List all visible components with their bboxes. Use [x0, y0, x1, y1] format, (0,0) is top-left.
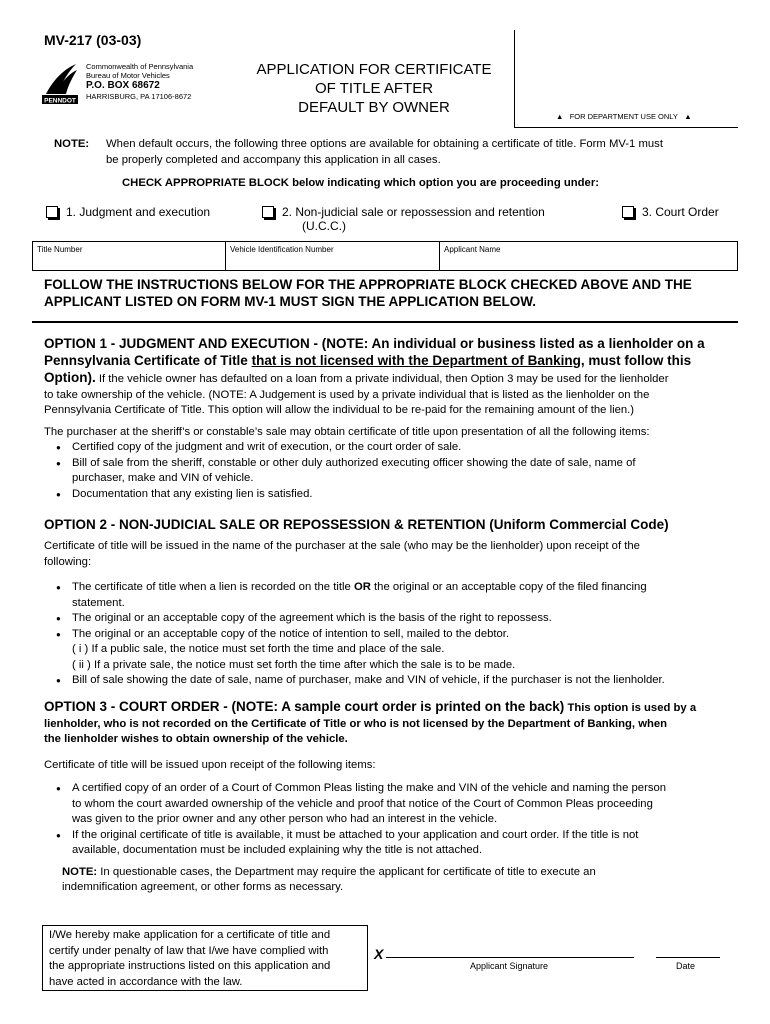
option2-checkbox[interactable]: 2. Non-judicial sale or repossession and retention (U.C.C.) — [262, 204, 545, 233]
vehicle-info-table — [32, 241, 738, 271]
list-item: ● A certified copy of an order of a Court of Common Pleas listing the make and VIN of the vehicle and naming the person to whom the court awarded ownership of the vehicle and proof that notice of the Court of Common Pleas proceeding was given to the prior owner and any other person who had an interest in the vehicle. — [44, 781, 740, 828]
list-item: ● Bill of sale from the sheriff, constable or other duly authorized executing officer showing the date of sale, name of purchaser, make and VIN of vehicle. — [44, 456, 740, 487]
agency-line2: Bureau of Motor Vehicles — [86, 71, 170, 80]
list-item: ● The original or an acceptable copy of the notice of intention to sell, mailed to the debtor. — [44, 627, 740, 643]
certification-box: I/We hereby make application for a certificate of title and certify under penalty of law that I/we have complied with the appropriate instructions listed on this application and have acted in accordance with the law. — [42, 925, 368, 991]
po-box: P.O. BOX 68672 — [86, 80, 160, 91]
title-line2: OF TITLE AFTER — [314, 80, 434, 97]
checkbox-icon[interactable] — [622, 206, 634, 218]
applicant-name-field[interactable]: Applicant Name — [439, 242, 737, 270]
option3-section: OPTION 3 - COURT ORDER - (NOTE: A sample court order is printed on the back) This option is used by a lienholder, who is not recorded on the Certificate of Title or who is not licensed by the Department of Banking, when the lienholder wishes to obtain ownership of the vehicle. Certificate of title will be issued upon receipt of the following items: ● A certified copy of an order of a Court of Common Pleas listing the make and VIN of the vehicle and naming the person to whom the court awarded ownership of the vehicle and proof that notice of the Court of Common Pleas proceeding was given to the prior owner and any other person who had an interest in the vehicle. ● If the original certificate of title is available, it must be attached to your application and court order. If the title is not available, documentation must be included explaining why the title is not attached. NOTE: In questionable cases, the Department may require the applicant for certificate of title to execute an indemnification agreement, or other forms as necessary. — [44, 698, 740, 896]
signature-x-mark: X — [374, 946, 384, 962]
title-number-field[interactable]: Title Number — [37, 245, 83, 254]
option3-note: NOTE: In questionable cases, the Department may require the applicant for certificate of title to execute an indemnification agreement, or other forms as necessary. — [62, 865, 596, 893]
list-item: ● The certificate of title when a lien is recorded on the title OR the original or an acceptable copy of the filed financing statement. — [44, 580, 740, 611]
list-item: ● Documentation that any existing lien is satisfied. — [44, 487, 740, 503]
note-label: NOTE: — [54, 138, 90, 150]
form-id: MV-217 (03-03) — [44, 32, 142, 48]
date-field[interactable] — [656, 957, 720, 958]
option2-section: OPTION 2 - NON-JUDICIAL SALE OR REPOSSESSION & RETENTION (Uniform Commercial Code) Certificate of title will be issued in the name of the purchaser at the sale (who may be the lienholder) upon receipt of the following: ● The certificate of title when a lien is recorded on the title OR the original or an acceptable copy of the filed financing statement. ● The original or an acceptable copy of the agreement which is the basis of the right to repossess. ● The original or an acceptable copy of the notice of intention to sell, mailed to the debtor. ( i ) If a public sale, the notice must set forth the time and place of the sale. ( ii ) If a private sale, the notice must set forth the time after which the sale is to be made. ● Bill of sale showing the date of sale, name of purchaser, make and VIN of vehicle, if the purchaser is not the lienholder. — [44, 516, 740, 689]
list-item: ● If the original certificate of title is available, it must be attached to your application and court order. If the title is not available, documentation must be included explaining why the title is not attached. — [44, 828, 740, 859]
applicant-signature-label: Applicant Signature — [470, 961, 549, 971]
title-line3: DEFAULT BY OWNER — [298, 99, 450, 116]
dept-use-divider — [514, 30, 515, 128]
follow-instructions: FOLLOW THE INSTRUCTIONS BELOW FOR THE APPROPRIATE BLOCK CHECKED ABOVE AND THE APPLICANT LISTED ON FORM MV-1 MUST SIGN THE APPLICATION BELOW. — [44, 277, 692, 309]
option2-list — [44, 580, 740, 642]
dept-use-label: ▲ FOR DEPARTMENT USE ONLY ▲ — [556, 112, 692, 121]
note-text: When default occurs, the following three options are available for obtaining a certificate of title. Form MV-1 must be properly completed and accompany this application in all cases. — [106, 138, 663, 166]
option3-checkbox[interactable]: 3. Court Order — [622, 204, 719, 219]
checkbox-icon[interactable] — [46, 206, 58, 218]
option1-list — [44, 440, 740, 502]
triangle-up-icon: ▲ — [684, 112, 692, 121]
section-divider — [32, 321, 738, 323]
list-item: ● The original or an acceptable copy of the agreement which is the basis of the right to repossess. — [44, 611, 740, 627]
form-title — [240, 60, 508, 117]
svg-text:PENNDOT: PENNDOT — [44, 97, 76, 104]
check-instruction: CHECK APPROPRIATE BLOCK below indicating which option you are proceeding under: — [122, 177, 600, 189]
penndot-logo-icon — [42, 62, 78, 104]
vin-field[interactable]: Vehicle Identification Number — [225, 242, 439, 270]
option1-checkbox[interactable]: 1. Judgment and execution — [46, 204, 210, 219]
option3-list — [44, 781, 740, 859]
agency-block — [86, 62, 193, 101]
agency-line1: Commonwealth of Pennsylvania — [86, 62, 194, 71]
applicant-signature-field[interactable] — [386, 957, 634, 958]
title-line1: APPLICATION FOR CERTIFICATE — [256, 61, 492, 78]
option2-list-cont — [44, 673, 740, 689]
triangle-up-icon: ▲ — [556, 112, 564, 121]
option1-section: OPTION 1 - JUDGMENT AND EXECUTION - (NOTE: An individual or business listed as a lienholder on a Pennsylvania Certificate of Title that is not licensed with the Department of Banking, must follow this Option). If the vehicle owner has defaulted on a loan from a private individual, then Option 3 may be used for the lienholder to take ownership of the vehicle. (NOTE: A Judgement is used by a private individual that is listed as the lienholder on the Pennsylvania Certificate of Title. This option will allow the individual to be re-paid for the remaining amount of the lien.) The purchaser at the sheriff’s or constable’s sale may obtain certificate of title upon presentation of all the following items: ● Certified copy of the judgment and writ of execution, or the court order of sale. ● Bill of sale from the sheriff, constable or other duly authorized executing officer showing the date of sale, name of purchaser, make and VIN of vehicle. ● Documentation that any existing lien is satisfied. — [44, 335, 740, 502]
agency-city: HARRISBURG, PA 17106-8672 — [86, 92, 192, 101]
dept-use-baseline — [514, 127, 738, 128]
list-item: ● Certified copy of the judgment and writ of execution, or the court order of sale. — [44, 440, 740, 456]
date-label: Date — [676, 961, 696, 971]
checkbox-icon[interactable] — [262, 206, 274, 218]
list-item: ● Bill of sale showing the date of sale, name of purchaser, make and VIN of vehicle, if the purchaser is not the lienholder. — [44, 673, 740, 689]
